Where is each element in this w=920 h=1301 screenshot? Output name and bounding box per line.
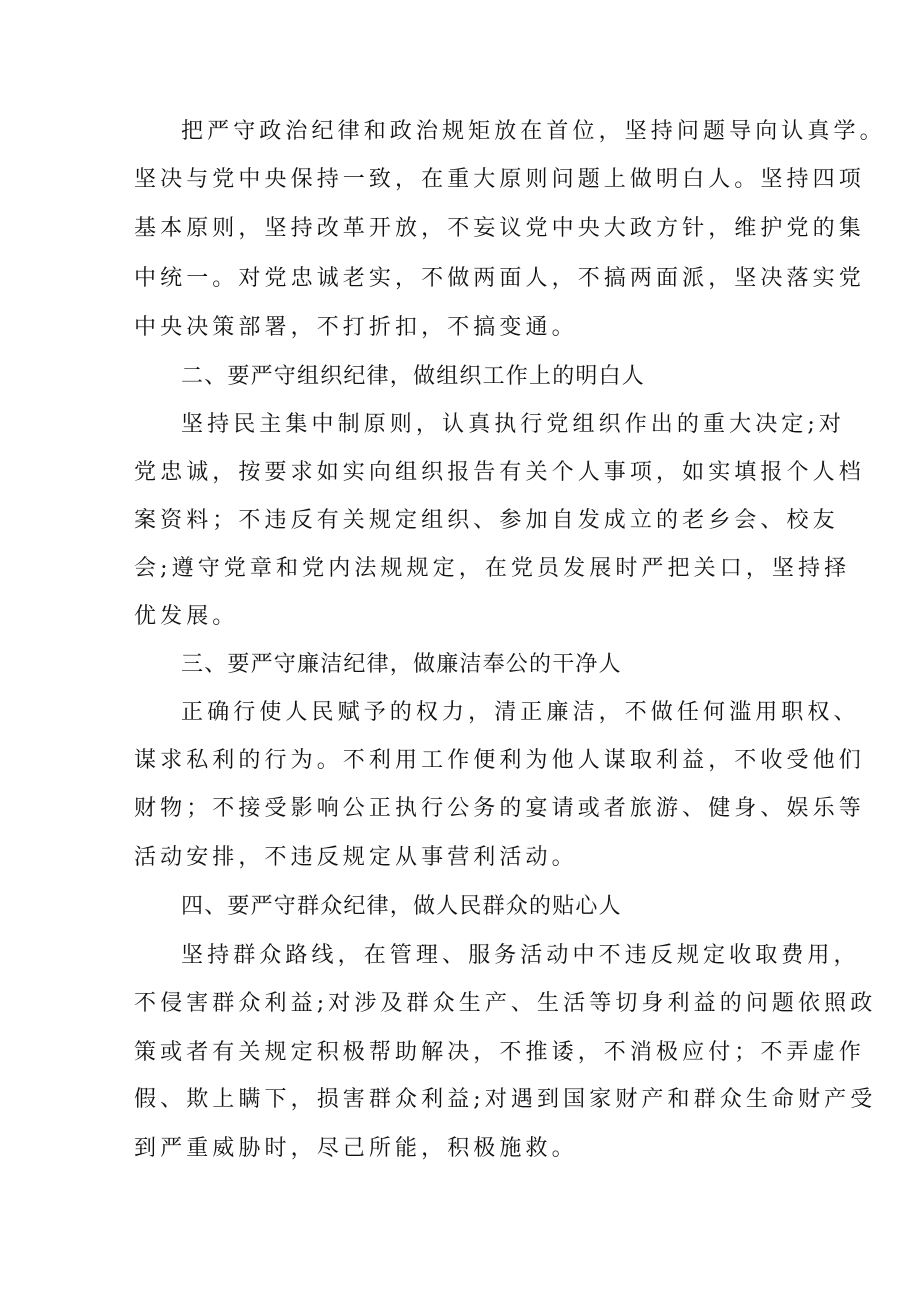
paragraph-line: 把严守政治纪律和政治规矩放在首位，坚持问题导向认真学。 — [181, 119, 886, 144]
paragraph-line: 案资料；不违反有关规定组织、参加自发成立的老乡会、校友 — [134, 508, 839, 533]
paragraph-line: 坚决与党中央保持一致，在重大原则问题上做明白人。坚持四项 — [134, 167, 865, 192]
paragraph-line: 不侵害群众利益;对涉及群众生产、生活等切身利益的问题依照政 — [134, 991, 877, 1016]
paragraph-line: 到严重威胁时，尽己所能，积极施救。 — [134, 1136, 578, 1161]
paragraph-line: 假、欺上瞒下，损害群众利益;对遇到国家财产和群众生命财产受 — [134, 1087, 877, 1112]
paragraph-line: 活动安排，不违反规定从事营利活动。 — [134, 845, 578, 870]
paragraph-line: 谋求私利的行为。不利用工作便利为他人谋取利益，不收受他们 — [134, 748, 865, 773]
paragraph-line: 基本原则，坚持改革开放，不妄议党中央大政方针，维护党的集 — [134, 216, 865, 241]
section-heading-masses: 四、要严守群众纪律，做人民群众的贴心人 — [181, 894, 622, 919]
section-heading-integrity: 三、要严守廉洁纪律，做廉洁奉公的干净人 — [181, 652, 622, 677]
paragraph-line: 坚持群众路线，在管理、服务活动中不违反规定收取费用， — [181, 943, 860, 968]
paragraph-line: 策或者有关规定积极帮助解决，不推诿，不消极应付；不弄虚作 — [134, 1040, 865, 1065]
section-heading-organization: 二、要严守组织纪律，做组织工作上的明白人 — [181, 364, 646, 389]
paragraph-line: 党忠诚，按要求如实向组织报告有关个人事项，如实填报个人档 — [134, 460, 865, 485]
paragraph-line: 会;遵守党章和党内法规规定，在党员发展时严把关口，坚持择 — [134, 556, 851, 581]
paragraph-line: 中统一。对党忠诚老实，不做两面人，不搞两面派，坚决落实党 — [134, 266, 865, 291]
paragraph-line: 中央决策部署，不打折扣，不搞变通。 — [134, 315, 578, 340]
paragraph-line: 财物；不接受影响公正执行公务的宴请或者旅游、健身、娱乐等 — [134, 796, 865, 821]
paragraph-line: 正确行使人民赋予的权力，清正廉洁，不做任何滥用职权、 — [181, 700, 860, 725]
paragraph-line: 优发展。 — [134, 604, 239, 629]
paragraph-line: 坚持民主集中制原则，认真执行党组织作出的重大决定;对 — [181, 412, 846, 437]
